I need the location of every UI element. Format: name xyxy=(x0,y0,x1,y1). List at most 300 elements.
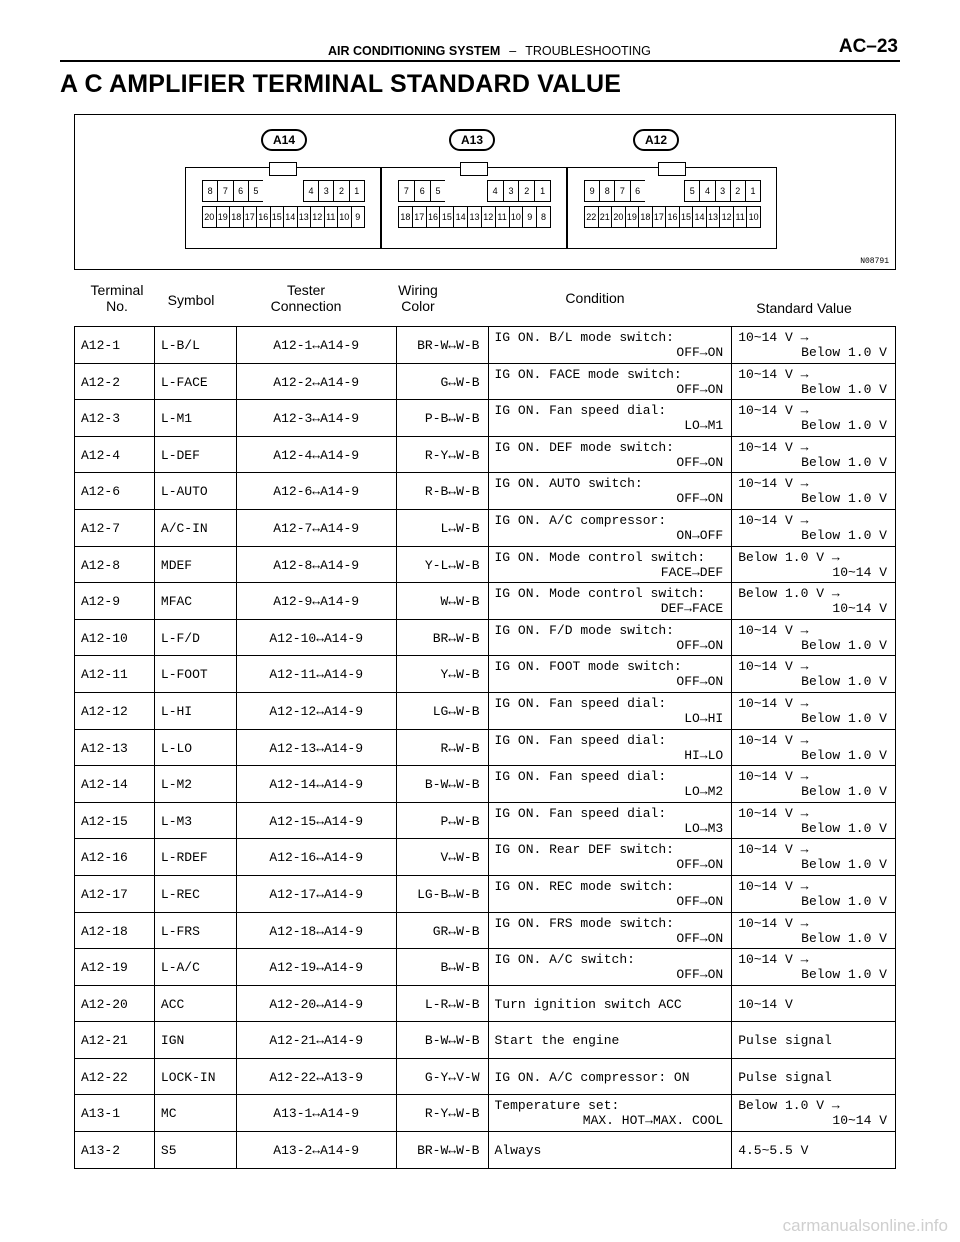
standard-cell-text: Pulse signal xyxy=(738,1033,832,1049)
standard-cell-line1: Below 1.0 V → xyxy=(738,586,840,602)
pin-gap xyxy=(459,180,474,202)
terminal-cell: A12-21 xyxy=(75,1022,155,1058)
table-row xyxy=(75,803,896,840)
pin-cell: 10 xyxy=(337,206,352,228)
condition-cell xyxy=(489,620,733,656)
pin-cell: 9 xyxy=(351,206,366,228)
header-subsection: TROUBLESHOOTING xyxy=(525,44,651,58)
tester-cell: A12-22↔A13-9 xyxy=(237,1059,397,1095)
standard-cell-line1: 10~14 V → xyxy=(738,330,809,345)
wiring-cell: Y-L↔W-B xyxy=(397,547,489,583)
condition-cell-line2: OFF→ON xyxy=(676,381,724,397)
pin-cell: 1 xyxy=(534,180,551,202)
terminal-cell: A12-15 xyxy=(75,803,155,839)
standard-cell-line2: Below 1.0 V xyxy=(801,345,887,360)
pin-cell: 19 xyxy=(216,206,231,228)
pin-cell: 3 xyxy=(503,180,520,202)
condition-cell-line2: FACE→DEF xyxy=(660,564,724,580)
pin-cell: 18 xyxy=(638,206,653,228)
condition-cell-line2: OFF→ON xyxy=(676,930,724,946)
condition-cell-line1: IG ON. Mode control switch: xyxy=(494,549,706,565)
pin-cell: 12 xyxy=(310,206,325,228)
table-row xyxy=(75,327,896,364)
condition-cell xyxy=(489,473,733,509)
wiring-cell: Y↔W-B xyxy=(397,656,489,692)
standard-cell-line2: 10~14 V xyxy=(832,1113,887,1129)
connector-pin-area xyxy=(398,176,550,228)
condition-cell-line2: LO→M2 xyxy=(684,784,724,800)
tester-cell: A12-12↔A14-9 xyxy=(237,693,397,729)
condition-cell-line2: OFF→ON xyxy=(676,967,724,983)
tester-cell: A12-10↔A14-9 xyxy=(237,620,397,656)
wiring-cell: B↔W-B xyxy=(397,949,489,985)
terminal-cell: A12-8 xyxy=(75,547,155,583)
tester-cell: A12-14↔A14-9 xyxy=(237,766,397,802)
pin-cell: 15 xyxy=(270,206,285,228)
standard-cell-line1: 10~14 V → xyxy=(738,512,809,528)
tester-cell: A12-13↔A14-9 xyxy=(237,730,397,766)
wiring-cell: W↔W-B xyxy=(397,583,489,619)
figure-code: N08791 xyxy=(860,257,889,266)
connector-label-a14: A14 xyxy=(261,129,307,151)
table-row xyxy=(75,1022,896,1059)
pin-cell: 6 xyxy=(414,180,431,202)
standard-cell xyxy=(732,730,896,766)
standard-cell xyxy=(732,473,896,509)
connector-body xyxy=(567,167,777,249)
symbol-cell: S5 xyxy=(155,1132,237,1168)
table-row xyxy=(75,583,896,620)
standard-cell xyxy=(732,803,896,839)
table-row xyxy=(75,1095,896,1132)
wiring-cell: P-B↔W-B xyxy=(397,400,489,436)
pin-cell: 11 xyxy=(495,206,510,228)
terminal-cell: A12-16 xyxy=(75,839,155,875)
tester-cell: A13-1↔A14-9 xyxy=(237,1095,397,1131)
condition-cell-line1: Temperature set: xyxy=(494,1098,620,1114)
connector-latch xyxy=(269,162,297,176)
pin-row-upper xyxy=(584,180,760,202)
wiring-cell: R↔W-B xyxy=(397,730,489,766)
terminal-cell: A12-10 xyxy=(75,620,155,656)
standard-cell-line1: 10~14 V → xyxy=(738,403,809,419)
standard-cell-line2: Below 1.0 V xyxy=(801,674,887,690)
condition-cell-line2: OFF→ON xyxy=(676,345,724,360)
pin-cell: 5 xyxy=(684,180,700,202)
condition-cell-line1: IG ON. FRS mode switch: xyxy=(494,915,674,931)
wiring-cell: BR↔W-B xyxy=(397,620,489,656)
condition-cell xyxy=(489,400,733,436)
pin-gap xyxy=(645,180,659,202)
condition-cell-text: Always xyxy=(494,1143,542,1159)
condition-cell-line1: IG ON. DEF mode switch: xyxy=(494,439,674,455)
condition-cell xyxy=(489,1132,733,1168)
condition-cell-line2: OFF→ON xyxy=(676,893,724,909)
table-row xyxy=(75,1059,896,1096)
pin-cell: 18 xyxy=(398,206,413,228)
condition-cell-line1: IG ON. Fan speed dial: xyxy=(494,805,667,821)
page-title: A C AMPLIFIER TERMINAL STANDARD VALUE xyxy=(60,70,622,98)
connector-body xyxy=(381,167,567,249)
tester-cell: A12-7↔A14-9 xyxy=(237,510,397,546)
wiring-cell: B-W↔W-B xyxy=(397,1022,489,1058)
connector-pin-area xyxy=(202,176,364,228)
symbol-cell: MC xyxy=(155,1095,237,1131)
connector-figure xyxy=(74,114,896,270)
pin-cell: 7 xyxy=(217,180,233,202)
condition-cell xyxy=(489,583,733,619)
connector-a13 xyxy=(381,153,567,249)
terminal-cell: A12-19 xyxy=(75,949,155,985)
standard-cell-line2: Below 1.0 V xyxy=(801,637,887,653)
terminal-cell: A12-11 xyxy=(75,656,155,692)
pin-cell: 1 xyxy=(349,180,365,202)
terminal-cell: A12-13 xyxy=(75,730,155,766)
pin-gap xyxy=(658,180,672,202)
pin-cell: 7 xyxy=(398,180,415,202)
standard-cell-line1: 10~14 V → xyxy=(738,622,809,638)
tester-cell: A12-8↔A14-9 xyxy=(237,547,397,583)
symbol-cell: L-FACE xyxy=(155,364,237,400)
standard-cell xyxy=(732,839,896,875)
pin-cell: 6 xyxy=(233,180,249,202)
standard-cell-line1: Below 1.0 V → xyxy=(738,549,840,565)
standard-cell xyxy=(732,583,896,619)
standard-cell-line2: Below 1.0 V xyxy=(801,747,887,763)
table-row xyxy=(75,364,896,401)
symbol-cell: L-FRS xyxy=(155,913,237,949)
pin-cell: 14 xyxy=(453,206,468,228)
standard-cell-line2: Below 1.0 V xyxy=(801,454,887,470)
standard-cell-line1: 10~14 V → xyxy=(738,805,809,821)
tester-cell: A12-3↔A14-9 xyxy=(237,400,397,436)
standard-cell xyxy=(732,656,896,692)
terminal-cell: A12-3 xyxy=(75,400,155,436)
tester-cell: A12-21↔A14-9 xyxy=(237,1022,397,1058)
connector-a14 xyxy=(185,153,381,249)
condition-cell-line2: LO→M3 xyxy=(684,820,724,836)
tester-cell: A12-20↔A14-9 xyxy=(237,986,397,1022)
pin-cell: 12 xyxy=(481,206,496,228)
pin-cell: 20 xyxy=(611,206,626,228)
condition-cell xyxy=(489,1095,733,1131)
standard-cell xyxy=(732,876,896,912)
condition-cell xyxy=(489,547,733,583)
pin-cell: 3 xyxy=(318,180,334,202)
table-row xyxy=(75,766,896,803)
col-header-condition: Condition xyxy=(565,290,625,306)
condition-cell xyxy=(489,986,733,1022)
table-row xyxy=(75,473,896,510)
standard-cell-text: 4.5~5.5 V xyxy=(738,1143,809,1159)
condition-cell-line2: OFF→ON xyxy=(676,674,724,690)
condition-cell xyxy=(489,437,733,473)
condition-cell xyxy=(489,949,733,985)
page-number: AC–23 xyxy=(838,36,898,57)
table-row xyxy=(75,876,896,913)
table-row xyxy=(75,839,896,876)
standard-cell-line2: Below 1.0 V xyxy=(801,857,887,873)
condition-cell xyxy=(489,327,733,363)
wiring-cell: R-B↔W-B xyxy=(397,473,489,509)
table-row xyxy=(75,730,896,767)
standard-cell xyxy=(732,1095,896,1131)
symbol-cell: L-LO xyxy=(155,730,237,766)
standard-cell-line2: Below 1.0 V xyxy=(801,491,887,507)
col-header-standard: Standard Value xyxy=(756,300,852,316)
standard-cell-line1: 10~14 V → xyxy=(738,952,809,968)
terminal-cell: A12-12 xyxy=(75,693,155,729)
standard-cell-text: Pulse signal xyxy=(738,1069,832,1085)
condition-cell-line1: IG ON. Fan speed dial: xyxy=(494,695,667,711)
wiring-cell: R-Y↔W-B xyxy=(397,437,489,473)
standard-cell-line1: Below 1.0 V → xyxy=(738,1098,840,1114)
standard-cell xyxy=(732,327,896,363)
standard-cell xyxy=(732,1059,896,1095)
wiring-cell: GR↔W-B xyxy=(397,913,489,949)
pin-cell: 10 xyxy=(509,206,524,228)
standard-cell-line1: 10~14 V → xyxy=(738,769,809,785)
pin-cell: 2 xyxy=(333,180,349,202)
pin-gap xyxy=(263,180,277,202)
pin-cell: 10 xyxy=(746,206,761,228)
pin-gap xyxy=(276,180,290,202)
condition-cell xyxy=(489,1022,733,1058)
terminal-cell: A12-18 xyxy=(75,913,155,949)
standard-cell-line1: 10~14 V → xyxy=(738,659,809,675)
table-row xyxy=(75,510,896,547)
pin-cell: 17 xyxy=(243,206,258,228)
pin-gap xyxy=(671,180,685,202)
terminal-cell: A13-2 xyxy=(75,1132,155,1168)
symbol-cell: L-B/L xyxy=(155,327,237,363)
terminal-cell: A12-20 xyxy=(75,986,155,1022)
table-row xyxy=(75,1132,896,1169)
pin-cell: 4 xyxy=(699,180,715,202)
standard-cell-text: 10~14 V xyxy=(738,996,793,1012)
terminal-cell: A12-9 xyxy=(75,583,155,619)
col-header-tester: Tester Connection xyxy=(270,282,342,314)
symbol-cell: L-AUTO xyxy=(155,473,237,509)
table-row xyxy=(75,949,896,986)
condition-cell-line2: LO→HI xyxy=(684,710,724,726)
condition-cell xyxy=(489,364,733,400)
terminal-cell: A12-14 xyxy=(75,766,155,802)
symbol-cell: MFAC xyxy=(155,583,237,619)
symbol-cell: L-M1 xyxy=(155,400,237,436)
pin-cell: 9 xyxy=(584,180,600,202)
condition-cell-line1: IG ON. Fan speed dial: xyxy=(494,732,667,748)
terminal-cell: A12-2 xyxy=(75,364,155,400)
watermark: carmanualsonline.info xyxy=(782,1216,948,1235)
condition-cell-line2: OFF→ON xyxy=(676,491,724,507)
pin-cell: 18 xyxy=(229,206,244,228)
standard-cell-line2: 10~14 V xyxy=(832,564,887,580)
standard-cell-line2: Below 1.0 V xyxy=(801,967,887,983)
symbol-cell: L-A/C xyxy=(155,949,237,985)
condition-cell xyxy=(489,913,733,949)
symbol-cell: A/C-IN xyxy=(155,510,237,546)
wiring-cell: BR-W↔W-B xyxy=(397,1132,489,1168)
condition-cell-line1: IG ON. A/C switch: xyxy=(494,952,635,968)
pin-cell: 7 xyxy=(614,180,630,202)
symbol-cell: L-FOOT xyxy=(155,656,237,692)
pin-cell: 12 xyxy=(719,206,734,228)
standard-cell-line2: Below 1.0 V xyxy=(801,381,887,397)
tester-cell: A12-6↔A14-9 xyxy=(237,473,397,509)
standard-cell-line2: Below 1.0 V xyxy=(801,784,887,800)
standard-cell-line1: 10~14 V → xyxy=(738,842,809,858)
tester-cell: A12-18↔A14-9 xyxy=(237,913,397,949)
standard-cell-line2: Below 1.0 V xyxy=(801,527,887,543)
pin-cell: 16 xyxy=(426,206,441,228)
condition-cell-line2: OFF→ON xyxy=(676,637,724,653)
table-row xyxy=(75,656,896,693)
pin-cell: 16 xyxy=(665,206,680,228)
standard-cell xyxy=(732,766,896,802)
standard-cell xyxy=(732,364,896,400)
condition-cell-line1: IG ON. A/C compressor: xyxy=(494,512,667,528)
wiring-cell: LG↔W-B xyxy=(397,693,489,729)
pin-cell: 15 xyxy=(439,206,454,228)
pin-cell: 9 xyxy=(522,206,537,228)
table-row xyxy=(75,547,896,584)
pin-cell: 15 xyxy=(679,206,694,228)
standard-cell xyxy=(732,1022,896,1058)
pin-cell: 21 xyxy=(598,206,613,228)
pin-cell: 16 xyxy=(256,206,271,228)
terminal-cell: A12-22 xyxy=(75,1059,155,1095)
condition-cell xyxy=(489,803,733,839)
standard-cell-line2: Below 1.0 V xyxy=(801,418,887,434)
connector-pin-area xyxy=(584,176,760,228)
header-section: AIR CONDITIONING SYSTEM xyxy=(328,44,501,58)
terminal-cell: A13-1 xyxy=(75,1095,155,1131)
connector-label-a13: A13 xyxy=(449,129,495,151)
pin-cell: 5 xyxy=(248,180,264,202)
standard-cell-line2: 10~14 V xyxy=(832,601,887,617)
terminal-cell: A12-4 xyxy=(75,437,155,473)
standard-cell xyxy=(732,693,896,729)
condition-cell-line1: IG ON. AUTO switch: xyxy=(494,476,643,492)
standard-cell xyxy=(732,1132,896,1168)
tester-cell: A13-2↔A14-9 xyxy=(237,1132,397,1168)
pin-cell: 2 xyxy=(518,180,535,202)
wiring-cell: G↔W-B xyxy=(397,364,489,400)
standard-cell-line1: 10~14 V → xyxy=(738,695,809,711)
condition-cell-line1: IG ON. REC mode switch: xyxy=(494,878,674,894)
table-row xyxy=(75,400,896,437)
pin-cell: 11 xyxy=(733,206,748,228)
header-section-line xyxy=(328,44,651,58)
pin-gap xyxy=(290,180,304,202)
condition-cell-line2: DEF→FACE xyxy=(660,601,724,617)
standard-cell-line2: Below 1.0 V xyxy=(801,930,887,946)
wiring-cell: L↔W-B xyxy=(397,510,489,546)
symbol-cell: L-F/D xyxy=(155,620,237,656)
table-row xyxy=(75,693,896,730)
pin-cell: 22 xyxy=(584,206,599,228)
condition-cell-line1: IG ON. Rear DEF switch: xyxy=(494,842,674,858)
connector-a12 xyxy=(567,153,777,249)
condition-cell-line1: IG ON. F/D mode switch: xyxy=(494,622,674,638)
pin-cell: 14 xyxy=(692,206,707,228)
condition-cell-text: Start the engine xyxy=(494,1033,620,1049)
standard-cell xyxy=(732,400,896,436)
condition-cell-line1: IG ON. B/L mode switch: xyxy=(494,330,674,345)
tester-cell: A12-16↔A14-9 xyxy=(237,839,397,875)
table-row xyxy=(75,437,896,474)
pin-cell: 5 xyxy=(430,180,447,202)
wiring-cell: V↔W-B xyxy=(397,839,489,875)
standard-cell-line1: 10~14 V → xyxy=(738,878,809,894)
condition-cell-line1: IG ON. FOOT mode switch: xyxy=(494,659,682,675)
condition-cell xyxy=(489,656,733,692)
col-header-wiring: Wiring Color xyxy=(398,282,438,314)
condition-cell-line2: OFF→ON xyxy=(676,857,724,873)
wiring-cell: P↔W-B xyxy=(397,803,489,839)
condition-cell-line2: OFF→ON xyxy=(676,454,724,470)
pin-cell: 13 xyxy=(297,206,312,228)
pin-cell: 17 xyxy=(652,206,667,228)
tester-cell: A12-4↔A14-9 xyxy=(237,437,397,473)
symbol-cell: L-HI xyxy=(155,693,237,729)
symbol-cell: LOCK-IN xyxy=(155,1059,237,1095)
wiring-cell: B-W↔W-B xyxy=(397,766,489,802)
table-row xyxy=(75,913,896,950)
condition-cell-line1: IG ON. Mode control switch: xyxy=(494,586,706,602)
condition-cell xyxy=(489,730,733,766)
standard-cell-line1: 10~14 V → xyxy=(738,915,809,931)
standard-cell-line1: 10~14 V → xyxy=(738,476,809,492)
standard-cell-line1: 10~14 V → xyxy=(738,732,809,748)
standard-cell-line2: Below 1.0 V xyxy=(801,893,887,909)
pin-cell: 2 xyxy=(730,180,746,202)
condition-cell-text: IG ON. A/C compressor: ON xyxy=(494,1069,690,1085)
wiring-cell: G-Y↔V-W xyxy=(397,1059,489,1095)
standard-cell xyxy=(732,547,896,583)
wiring-cell: R-Y↔W-B xyxy=(397,1095,489,1131)
pin-cell: 19 xyxy=(625,206,640,228)
standard-cell xyxy=(732,986,896,1022)
condition-cell xyxy=(489,839,733,875)
symbol-cell: MDEF xyxy=(155,547,237,583)
tester-cell: A12-9↔A14-9 xyxy=(237,583,397,619)
tester-cell: A12-15↔A14-9 xyxy=(237,803,397,839)
pin-cell: 4 xyxy=(303,180,319,202)
pin-cell: 4 xyxy=(487,180,504,202)
condition-cell-line1: IG ON. Fan speed dial: xyxy=(494,769,667,785)
pin-cell: 13 xyxy=(467,206,482,228)
condition-cell-line2: LO→M1 xyxy=(684,418,724,434)
condition-cell-line2: HI→LO xyxy=(684,747,724,763)
pin-cell: 8 xyxy=(599,180,615,202)
wiring-cell: BR-W↔W-B xyxy=(397,327,489,363)
pin-row-upper xyxy=(398,180,550,202)
terminal-table xyxy=(74,326,896,1169)
pin-cell: 17 xyxy=(412,206,427,228)
wiring-cell: LG-B↔W-B xyxy=(397,876,489,912)
connector-latch xyxy=(658,162,686,176)
pin-cell: 20 xyxy=(202,206,217,228)
tester-cell: A12-17↔A14-9 xyxy=(237,876,397,912)
symbol-cell: L-RDEF xyxy=(155,839,237,875)
col-header-terminal: Terminal No. xyxy=(90,282,144,314)
connector-body xyxy=(185,167,381,249)
condition-cell xyxy=(489,1059,733,1095)
symbol-cell: L-M2 xyxy=(155,766,237,802)
condition-cell xyxy=(489,766,733,802)
